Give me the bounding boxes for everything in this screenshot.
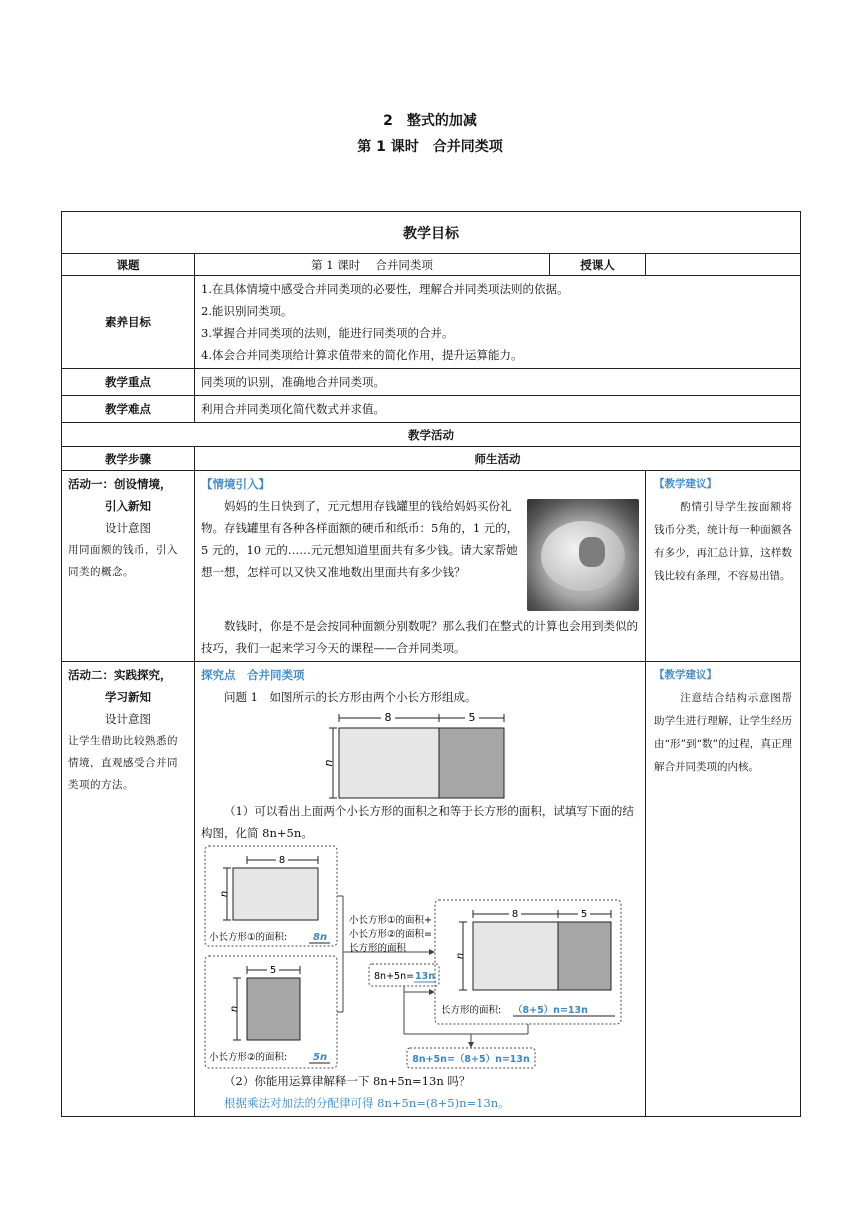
key-point-value: 同类项的识别，准确地合并同类项。 bbox=[195, 369, 801, 396]
box2-height-label: n bbox=[229, 1005, 240, 1013]
lesson-plan-table bbox=[61, 211, 801, 1117]
answer-part2: 根据乘法对加法的分配律可得 8n+5n=(8+5)n=13n。 bbox=[224, 1096, 510, 1110]
big-width-8-label: 8 bbox=[511, 909, 519, 920]
question1-part2: （2）你能用运算律解释一下 8n+5n=13n 吗？ bbox=[224, 1074, 471, 1088]
activity1-suggestion bbox=[646, 471, 801, 662]
activity1-content bbox=[195, 471, 646, 662]
box1-height-label: n bbox=[219, 890, 230, 898]
literacy-goal-label: 素养目标 bbox=[62, 276, 195, 369]
activity2-design-text: 让学生借助比较熟悉的情境，直观感受合并同类项的方法。 bbox=[68, 735, 178, 791]
activity1-design-label: 设计意图 bbox=[105, 521, 151, 535]
rectangle-figure bbox=[201, 708, 641, 800]
lesson-subtitle: 第 1 课时 合并同类项 bbox=[357, 139, 503, 155]
activity1-title-2: 引入新知 bbox=[105, 499, 151, 513]
literacy-item: 2.能识别同类项。 bbox=[201, 304, 293, 318]
activity2-title-2: 学习新知 bbox=[105, 690, 151, 704]
activity2-content bbox=[195, 662, 646, 1117]
activity2-design-label: 设计意图 bbox=[105, 712, 151, 726]
literacy-item: 3.掌握合并同类项的法则，能进行同类项的合并。 bbox=[201, 326, 454, 340]
difficulty-value: 利用合并同类项化简代数式并求值。 bbox=[195, 396, 801, 423]
section-teaching-goal: 教学目标 bbox=[62, 212, 801, 254]
suggestion-text-2: 注意结合结构示意图帮助学生进行理解，让学生经历由“形”到“数”的过程，真正理解合并同类项的内核。 bbox=[654, 692, 793, 773]
activities-header: 师生活动 bbox=[195, 447, 801, 471]
literacy-item: 4.体会合并同类项给计算求值带来的简化作用，提升运算能力。 bbox=[201, 348, 523, 362]
final-equation: 8n+5n=（8+5）n=13n bbox=[412, 1054, 530, 1065]
big-area-label: 长方形的面积: bbox=[441, 1005, 502, 1016]
activity2-title: 活动二：实践探究， bbox=[68, 668, 172, 682]
suggestion-text: 酌情引导学生按面额将钱币分类，统计每一种面额各有多少，再汇总计算，这样数钱比较有条理，不容易出错。 bbox=[654, 501, 793, 582]
scenario-tag: 【情境引入】 bbox=[201, 477, 270, 491]
structure-diagram bbox=[203, 844, 635, 1070]
literacy-item: 1.在具体情境中感受合并同类项的必要性，理解合并同类项法则的依据。 bbox=[201, 282, 569, 296]
width-5-label: 5 bbox=[468, 711, 476, 724]
big-height-label: n bbox=[455, 952, 466, 960]
lesson-title: 2 整式的加减 bbox=[383, 113, 477, 129]
piggy-bank-photo bbox=[527, 499, 639, 611]
small-rect-1 bbox=[339, 728, 439, 798]
box2-area-label: 小长方形②的面积: bbox=[209, 1052, 288, 1063]
section-teaching-activity: 教学活动 bbox=[62, 423, 801, 447]
teacher-value bbox=[646, 254, 801, 276]
key-point-label: 教学重点 bbox=[62, 369, 195, 396]
mid-equation: 8n+5n= bbox=[374, 971, 415, 982]
mid-text-line2: 小长方形②的面积= bbox=[349, 929, 432, 940]
suggestion-tag-2: 【教学建议】 bbox=[654, 669, 717, 681]
big-width-5-label: 5 bbox=[580, 909, 588, 920]
activity1-step bbox=[62, 471, 195, 662]
big-area-answer: （8+5）n=13n bbox=[513, 1005, 588, 1016]
suggestion-tag: 【教学建议】 bbox=[654, 478, 717, 490]
question1-text: 问题 1 如图所示的长方形由两个小长方形组成。 bbox=[224, 690, 477, 704]
small-rect-2 bbox=[439, 728, 504, 798]
topic-label: 课题 bbox=[62, 254, 195, 276]
activity2-suggestion bbox=[646, 662, 801, 1117]
steps-header: 教学步骤 bbox=[62, 447, 195, 471]
mid-text-line3: 长方形的面积 bbox=[349, 943, 407, 954]
mid-text-line1: 小长方形①的面积+ bbox=[349, 915, 432, 926]
box1-area-answer: 8n bbox=[313, 932, 328, 943]
teacher-label: 授课人 bbox=[550, 254, 646, 276]
scenario-paragraph-2: 数钱时，你是不是会按同种面额分别数呢？那么我们在整式的计算也会用到类似的技巧，我们一起来学习今天的课程——合并同类项。 bbox=[201, 619, 638, 655]
explore-tag: 探究点 合并同类项 bbox=[201, 668, 305, 682]
question1-part1: （1）可以看出上面两个小长方形的面积之和等于长方形的面积，试填写下面的结构图，化简 8n+5n。 bbox=[201, 804, 634, 840]
height-n-label: n bbox=[322, 759, 335, 767]
width-8-label: 8 bbox=[384, 711, 392, 724]
activity1-design-text: 用同面额的钱币，引入同类的概念。 bbox=[68, 544, 178, 578]
literacy-goal-list bbox=[195, 276, 801, 369]
box2-area-answer: 5n bbox=[313, 1052, 328, 1063]
box2-width-label: 5 bbox=[269, 965, 277, 976]
activity1-title: 活动一：创设情境， bbox=[68, 477, 172, 491]
mid-equation-answer: 13n bbox=[415, 971, 435, 982]
scenario-paragraph: 妈妈的生日快到了，元元想用存钱罐里的钱给妈妈买份礼物。存钱罐里有各种各样面额的硬币和纸币：5角的，1 元的，5 元的，10 元的……元元想知道里面共有多少钱。请大家帮她想一想，怎样可以又快又准地数出里面共有多少钱？ bbox=[201, 499, 519, 579]
topic-value: 第 1 课时 合并同类项 bbox=[195, 254, 550, 276]
box1-width-label: 8 bbox=[278, 855, 286, 866]
box1-area-label: 小长方形①的面积: bbox=[209, 932, 288, 943]
difficulty-label: 教学难点 bbox=[62, 396, 195, 423]
activity2-step bbox=[62, 662, 195, 1117]
